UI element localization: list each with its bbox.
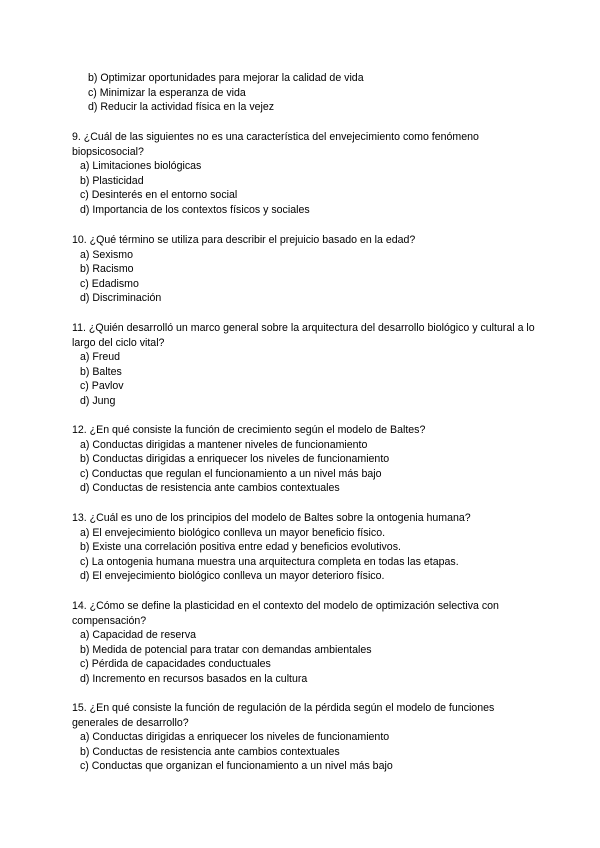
question-options — [72, 350, 542, 408]
option-item: a) Conductas dirigidas a enriquecer los niveles de funcionamiento — [80, 731, 390, 744]
question-text: 13. ¿Cuál es uno de los principios del modelo de Baltes sobre la ontogenia humana? — [72, 512, 471, 524]
option-item: a) Sexismo — [80, 248, 133, 261]
option-item: c) Conductas que regulan el funcionamiento a un nivel más bajo — [80, 467, 382, 480]
question-text: 11. ¿Quién desarrolló un marco general sobre la arquitectura del desarrollo biológico y cultural a lo largo del ciclo vital? — [72, 322, 535, 349]
option-item: a) El envejecimiento biológico conlleva un mayor beneficio físico. — [80, 526, 386, 539]
option-item: c) Pérdida de capacidades conductuales — [80, 658, 271, 671]
option-item: b) Medida de potencial para tratar con demandas ambientales — [80, 643, 372, 656]
option-item: c) Minimizar la esperanza de vida — [88, 86, 246, 99]
question-11 — [72, 321, 542, 409]
question-13 — [72, 511, 542, 584]
question-text: 15. ¿En qué consiste la función de regulación de la pérdida según el modelo de funciones generales de desarrollo? — [72, 702, 495, 729]
option-item: c) Edadismo — [80, 277, 139, 290]
option-item: b) Plasticidad — [80, 174, 144, 187]
question-text: 10. ¿Qué término se utiliza para describir el prejuicio basado en la edad? — [72, 234, 416, 246]
question-9 — [72, 130, 542, 218]
question-options — [72, 628, 542, 686]
option-item: b) Baltes — [80, 365, 122, 378]
option-item: c) Desinterés en el entorno social — [80, 189, 238, 202]
question-10 — [72, 233, 542, 306]
option-item: d) El envejecimiento biológico conlleva un mayor deterioro físico. — [80, 570, 385, 583]
question-text: 9. ¿Cuál de las siguientes no es una característica del envejecimiento como fenómeno biopsicosocial? — [72, 131, 479, 158]
question-options — [72, 438, 542, 496]
question-12 — [72, 423, 542, 496]
option-item: b) Optimizar oportunidades para mejorar la calidad de vida — [88, 72, 364, 84]
option-item: d) Importancia de los contextos físicos y sociales — [80, 203, 310, 216]
option-item: a) Freud — [80, 351, 121, 364]
option-item: d) Conductas de resistencia ante cambios contextuales — [80, 482, 340, 495]
option-item: a) Limitaciones biológicas — [80, 160, 202, 173]
question-options — [72, 159, 542, 217]
question-text: 12. ¿En qué consiste la función de crecimiento según el modelo de Baltes? — [72, 424, 426, 436]
question-options — [72, 730, 542, 774]
question-15 — [72, 701, 542, 774]
option-item: b) Existe una correlación positiva entre edad y beneficios evolutivos. — [80, 541, 401, 554]
option-item: c) La ontogenia humana muestra una arquitectura completa en todas las etapas. — [80, 555, 459, 568]
question-text: 14. ¿Cómo se define la plasticidad en el contexto del modelo de optimización selectiva con compensación? — [72, 600, 499, 627]
option-item: d) Incremento en recursos basados en la cultura — [80, 672, 308, 685]
option-item: c) Pavlov — [80, 380, 124, 393]
option-item: b) Racismo — [80, 263, 134, 276]
question-options — [72, 248, 542, 306]
continued-options — [80, 71, 364, 115]
option-item: b) Conductas de resistencia ante cambios contextuales — [80, 745, 340, 758]
question-options — [72, 526, 542, 584]
question-14 — [72, 599, 542, 687]
option-item: d) Reducir la actividad física en la vejez — [88, 101, 275, 114]
option-item: a) Conductas dirigidas a mantener niveles de funcionamiento — [80, 438, 368, 451]
option-item: b) Conductas dirigidas a enriquecer los niveles de funcionamiento — [80, 453, 390, 466]
option-item: d) Jung — [80, 394, 116, 407]
option-item: a) Capacidad de reserva — [80, 629, 197, 642]
option-item: d) Discriminación — [80, 292, 162, 305]
option-item: c) Conductas que organizan el funcionamiento a un nivel más bajo — [80, 760, 393, 773]
